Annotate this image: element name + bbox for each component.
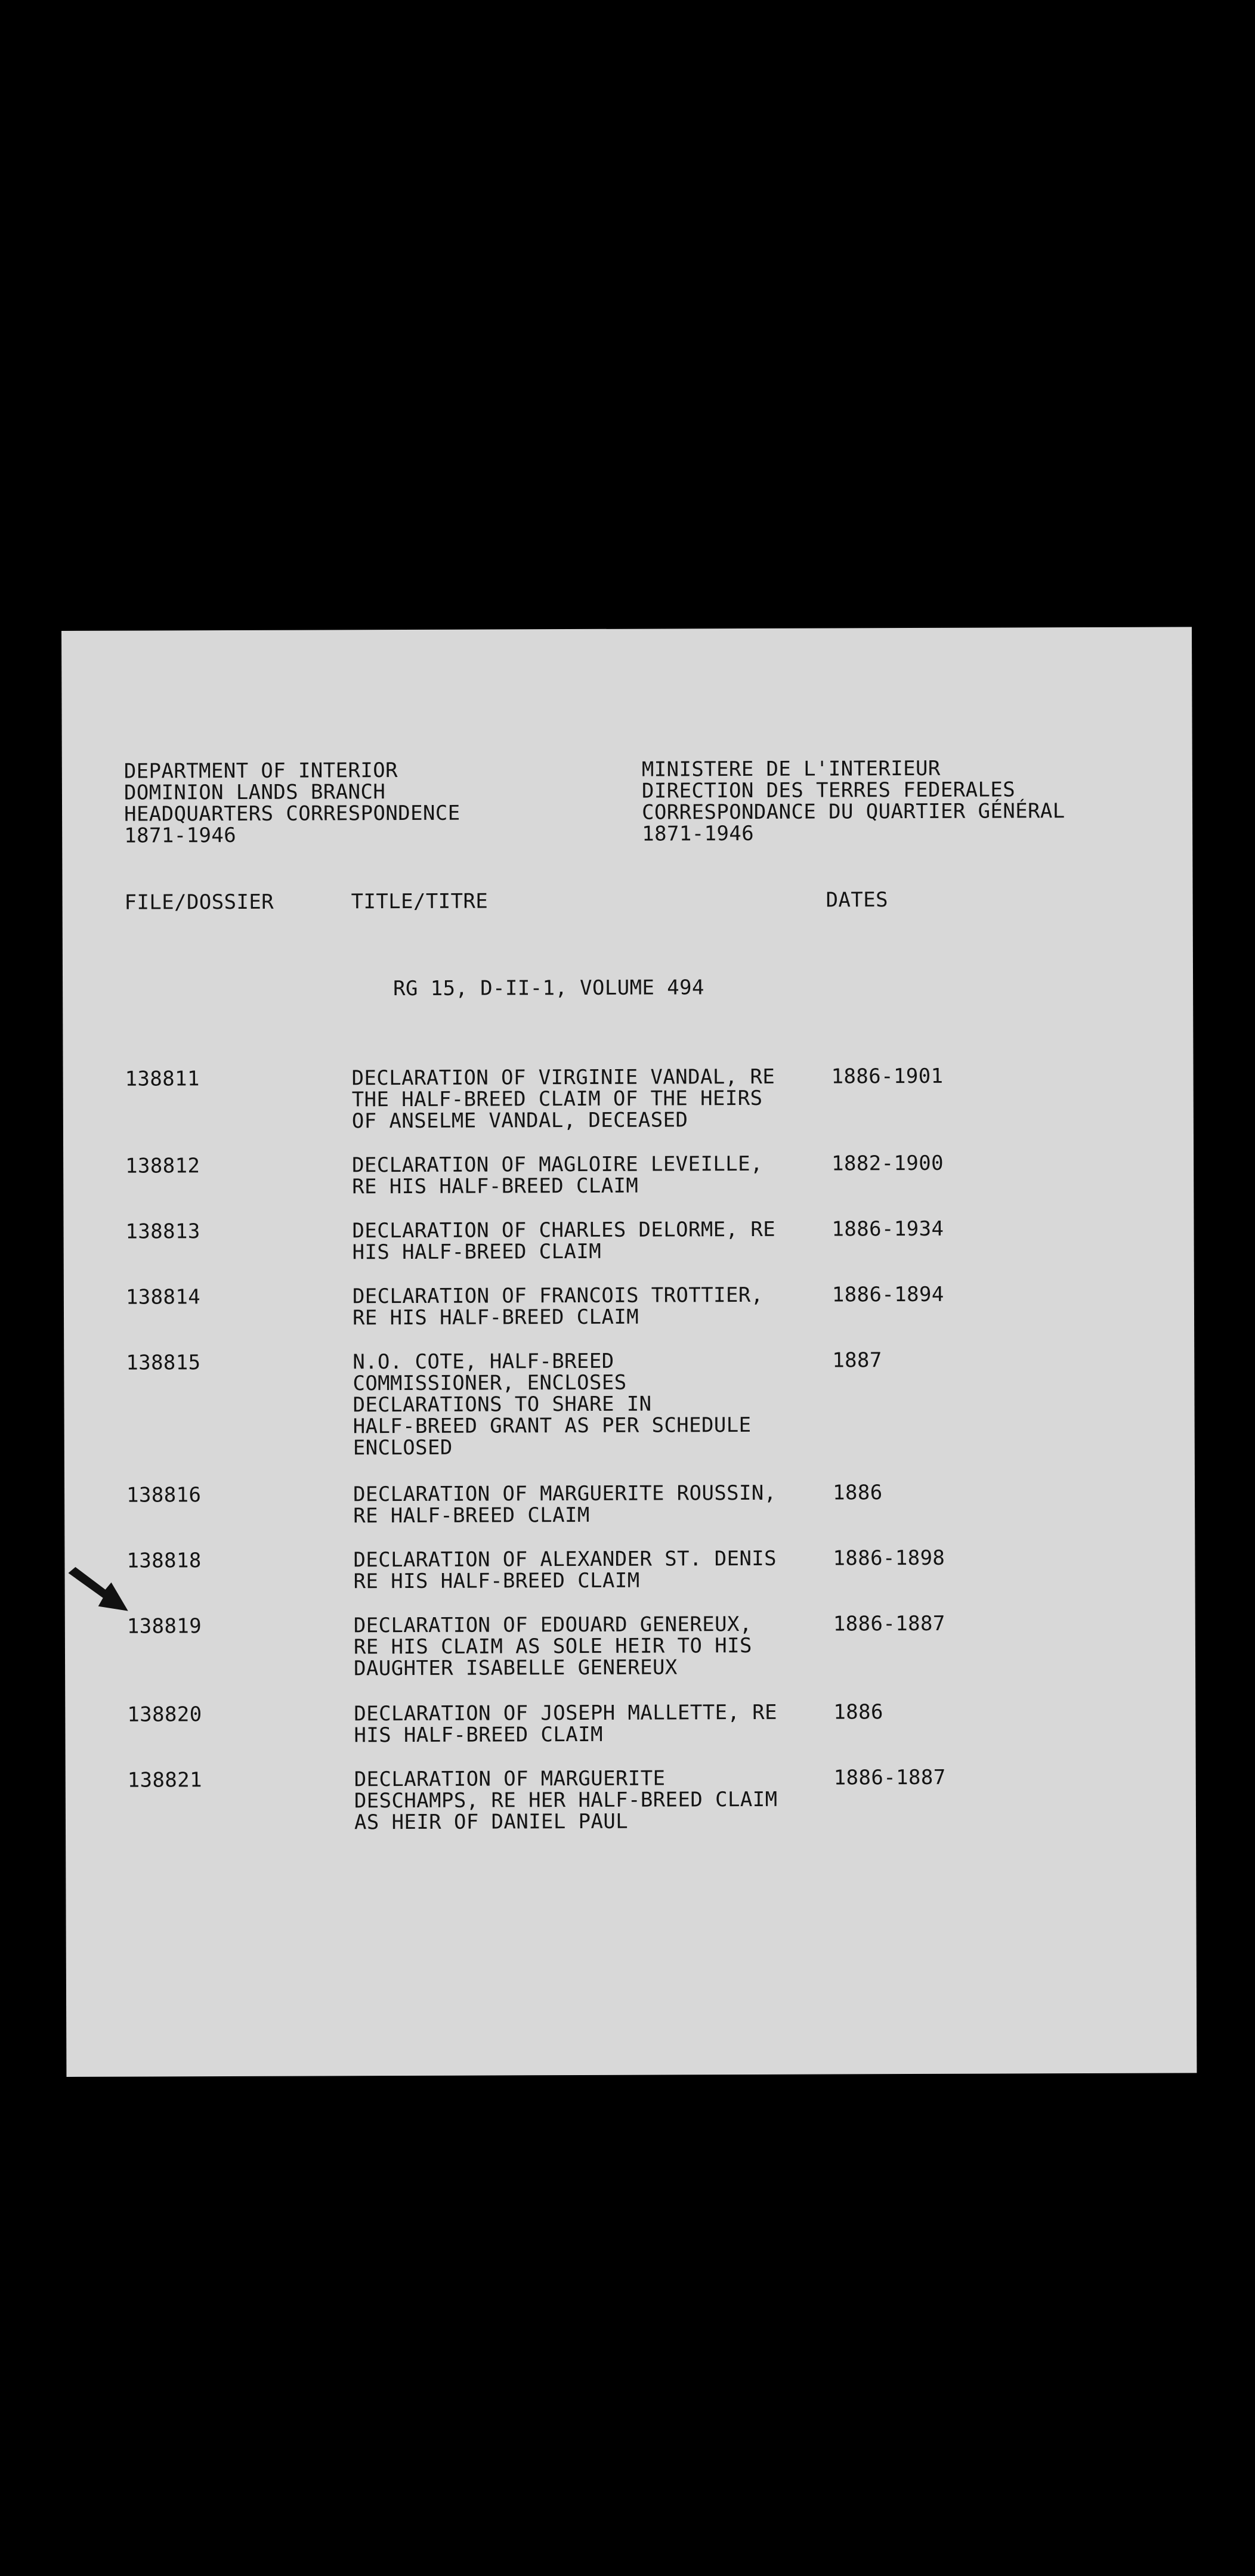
document-page [61,627,1197,2077]
file-title: DECLARATION OF FRANCOIS TROTTIER, RE HIS HALF-BREED CLAIM [352,1283,763,1330]
file-dates: 1886-1887 [833,1765,946,1790]
file-number: 138820 [127,1702,202,1727]
file-dates: 1886-1901 [831,1064,944,1089]
table-row [63,1216,1194,1265]
file-title: DECLARATION OF ALEXANDER ST. DENIS RE HIS HALF-BREED CLAIM [353,1546,777,1594]
file-dates: 1886-1898 [833,1546,945,1571]
pointing-arrow-icon [68,1567,134,1615]
file-number: 138812 [125,1154,200,1178]
table-row [63,1064,1194,1134]
file-title: DECLARATION OF EDOUARD GENEREUX, RE HIS CLAIM AS SOLE HEIR TO HIS DAUGHTER ISABELLE GENEREUX [353,1612,752,1681]
file-number: 138818 [126,1549,202,1573]
file-dates: 1886-1894 [831,1282,944,1307]
table-row [63,1151,1194,1199]
file-dates: 1886 [833,1700,883,1724]
header-right-line: 1871-1946 [642,821,755,846]
file-number: 138815 [126,1351,201,1375]
volume-heading: RG 15, D-II-1, VOLUME 494 [393,976,704,1001]
file-dates: 1887 [832,1348,882,1373]
file-title: N.O. COTE, HALF-BREED COMMISSIONER, ENCLOSES DECLARATIONS TO SHARE IN HALF-BREED GRANT AS PER SCHEDULE ENCLOSED [353,1349,752,1460]
file-dates: 1886-1934 [831,1216,944,1241]
header-right-line: DIRECTION DES TERRES FEDERALES [641,778,1016,803]
header-right-line: MINISTERE DE L'INTERIEUR [641,756,941,782]
file-number: 138816 [126,1483,202,1507]
file-number: 138814 [125,1285,201,1309]
file-dates: 1886-1887 [833,1611,945,1636]
file-title: DECLARATION OF MAGLOIRE LEVEILLE, RE HIS HALF-BREED CLAIM [352,1151,763,1199]
column-header-dates: DATES [826,888,889,912]
table-row [65,1611,1195,1681]
file-number: 138819 [126,1614,202,1639]
header-left-line: HEADQUARTERS CORRESPONDENCE [124,801,460,826]
column-header-file: FILE/DOSSIER [124,890,274,915]
header-left-line: DEPARTMENT OF INTERIOR [123,758,398,784]
file-number: 138821 [127,1768,203,1792]
table-row [65,1700,1195,1748]
header-left-line: DOMINION LANDS BRANCH [123,780,386,805]
file-title: DECLARATION OF VIRGINIE VANDAL, RE THE HALF-BREED CLAIM OF THE HEIRS OF ANSELME VANDAL, DECEASED [351,1064,775,1134]
header-right-line: CORRESPONDANCE DU QUARTIER GÉNÉRAL [641,799,1065,825]
header-left-line: 1871-1946 [124,823,237,848]
file-number: 138811 [125,1067,200,1091]
file-title: DECLARATION OF MARGUERITE DESCHAMPS, RE HER HALF-BREED CLAIM AS HEIR OF DANIEL PAUL [354,1766,778,1835]
table-row [64,1481,1195,1528]
file-title: DECLARATION OF JOSEPH MALLETTE, RE HIS HALF-BREED CLAIM [354,1700,777,1748]
column-header-title: TITLE/TITRE [351,889,489,914]
file-dates: 1882-1900 [831,1151,944,1176]
file-dates: 1886 [832,1481,883,1505]
table-row [66,1765,1196,1835]
table-row [64,1348,1194,1460]
file-title: DECLARATION OF MARGUERITE ROUSSIN, RE HALF-BREED CLAIM [353,1481,777,1528]
file-title: DECLARATION OF CHARLES DELORME, RE HIS HALF-BREED CLAIM [352,1217,776,1265]
table-row [64,1546,1195,1594]
table-row [64,1282,1194,1330]
file-number: 138813 [125,1219,200,1244]
